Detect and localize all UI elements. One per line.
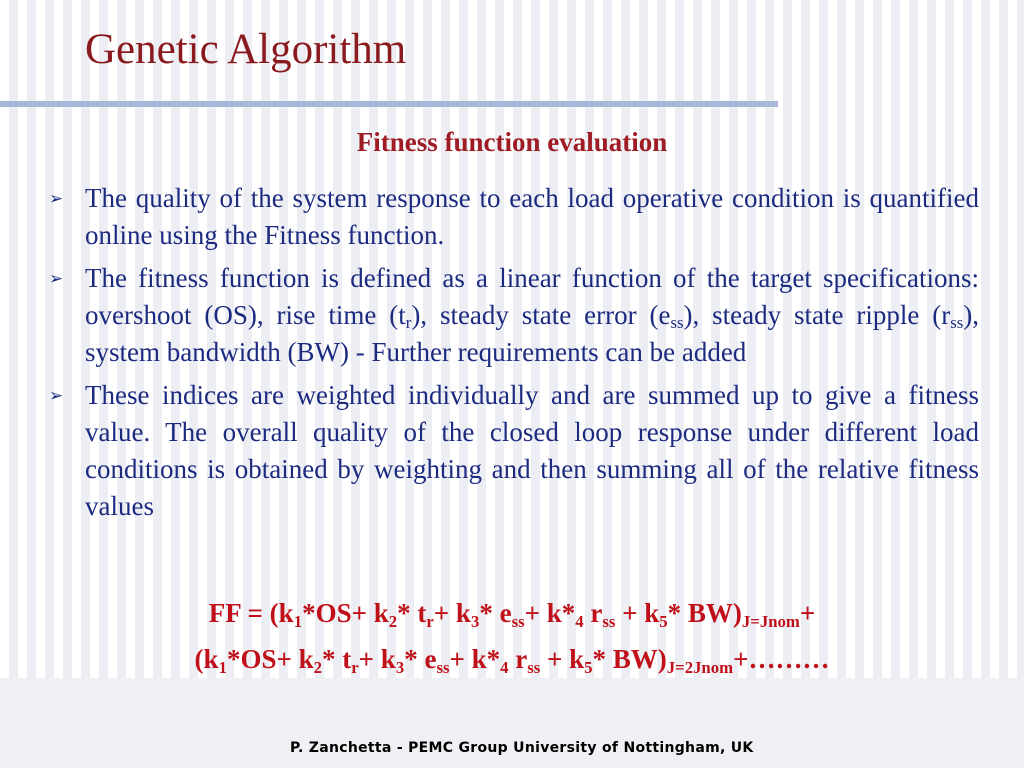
arrow-bullet-icon: ➢ xyxy=(49,386,64,405)
formula-text: r xyxy=(583,598,603,628)
bullet-text-part: The fitness function is defined as a linear function of the target specifications: overshoot (OS), rise time (t xyxy=(85,263,979,330)
subscript: ss xyxy=(950,313,964,333)
formula-subscript: 1 xyxy=(293,612,303,632)
formula-text: * e xyxy=(479,598,512,628)
bullet-text: These indices are weighted individually and are summed up to give a fitness value. The overall quality of the closed loop response under different load conditions is obtained by weighting and then summing all of the relative fitness values xyxy=(85,380,979,521)
formula-text: * t xyxy=(321,644,352,674)
bullet-text-part: ), steady state ripple (r xyxy=(683,300,951,330)
bullet-text-part: ), system bandwidth (BW) - Further requirements can be added xyxy=(85,300,979,367)
formula-subscript: 5 xyxy=(659,612,668,632)
formula-text: + k* xyxy=(449,644,501,674)
formula-subscript: J=2Jnom xyxy=(666,658,734,678)
formula-subscript: ss xyxy=(527,658,541,678)
formula-line-2 xyxy=(0,636,1024,682)
subscript: ss xyxy=(670,313,684,333)
bullet-list xyxy=(45,180,979,531)
formula-text: + k xyxy=(433,598,471,628)
formula-subscript: 5 xyxy=(584,658,593,678)
formula-text: *OS+ k xyxy=(302,598,389,628)
formula-subscript: 4 xyxy=(500,658,509,678)
formula-text: * BW) xyxy=(667,598,742,628)
formula-subscript: r xyxy=(351,658,359,678)
formula-text: + k* xyxy=(524,598,576,628)
formula-subscript: 3 xyxy=(470,612,480,632)
formula-subscript: 3 xyxy=(395,658,405,678)
formula-text: + k xyxy=(358,644,396,674)
formula-text: * t xyxy=(397,598,427,628)
bullet-text-part: ), steady state error (e xyxy=(411,300,671,330)
formula-text: + k xyxy=(615,598,660,628)
formula-text: *OS+ k xyxy=(226,644,314,674)
bullet-item-definition xyxy=(45,260,979,371)
formula-text: + k xyxy=(540,644,585,674)
footer-credit: P. Zanchetta - PEMC Group University of Nottingham, UK xyxy=(290,740,754,756)
slide-subtitle: Fitness function evaluation xyxy=(356,127,668,157)
bullet-item-quality xyxy=(45,180,979,254)
formula-text: * BW) xyxy=(592,644,667,674)
formula-subscript: 2 xyxy=(388,612,398,632)
formula-subscript: 2 xyxy=(313,658,322,678)
formula-text: (k xyxy=(194,644,219,674)
formula-subscript: ss xyxy=(436,658,450,678)
formula-subscript: ss xyxy=(511,612,525,632)
formula-subscript: 4 xyxy=(575,612,584,632)
formula-text: + xyxy=(799,598,816,628)
bullet-item-weighting xyxy=(45,377,979,525)
arrow-bullet-icon: ➢ xyxy=(49,189,64,208)
formula-subscript: ss xyxy=(602,612,616,632)
formula-subscript: 1 xyxy=(218,658,227,678)
formula-text: +……… xyxy=(733,644,830,674)
formula-text: FF = (k xyxy=(208,598,294,628)
slide-title: Genetic Algorithm xyxy=(85,26,407,73)
arrow-bullet-icon: ➢ xyxy=(49,269,64,288)
formula-text: * e xyxy=(404,644,437,674)
formula-line-1 xyxy=(0,590,1024,636)
bullet-text: The quality of the system response to each load operative condition is quantified online using the Fitness function. xyxy=(85,183,979,250)
formula-text: r xyxy=(508,644,528,674)
title-underline-rule xyxy=(0,101,778,107)
subscript: r xyxy=(405,313,412,333)
formula-subscript: r xyxy=(426,612,434,632)
formula-subscript: J=Jnom xyxy=(741,612,800,632)
fitness-formula xyxy=(0,590,1024,682)
